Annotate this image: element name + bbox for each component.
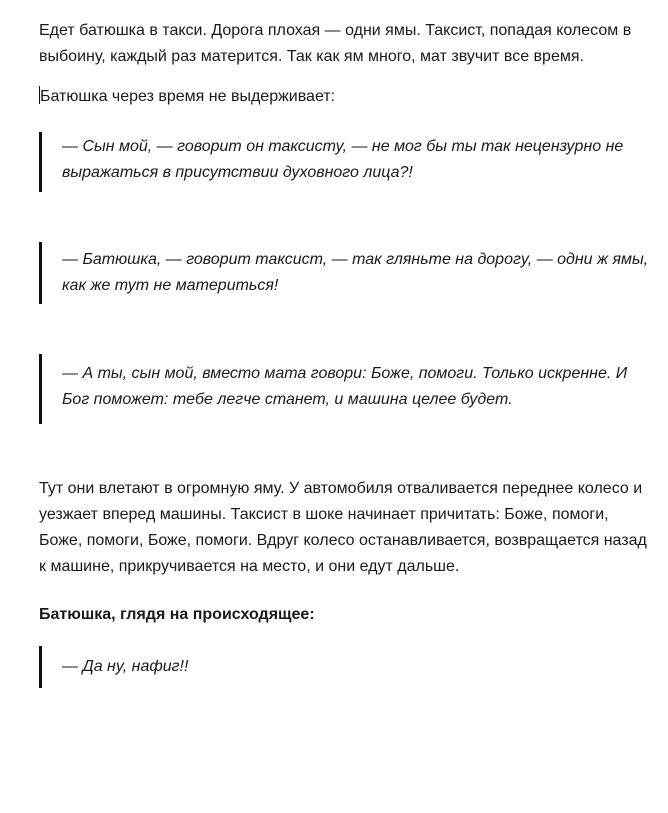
paragraph-priest-speaks-text: Батюшка через время не выдерживает:: [40, 88, 336, 105]
blockquote-priest-request: — Сын мой, — говорит он таксисту, — не мог бы ты так нецензурно не выражаться в присутствии духовного лица?!: [39, 132, 649, 192]
article-body: [39, 18, 649, 688]
paragraph-intro: Едет батюшка в такси. Дорога плохая — одни ямы. Таксист, попадая колесом в выбоину, каждый раз матерится. Так как ям много, мат звучит все время.: [39, 22, 632, 65]
paragraph-wheel-story: Тут они влетают в огромную яму. У автомобиля отваливается переднее колесо и уезжает вперед машины. Таксист в шоке начинает причитать: Боже, помоги, Боже, помоги, Боже, помоги. Вдруг колесо останавливается, возвращается назад к машине, прикручивается на место, и они едут дальше.: [39, 480, 647, 575]
paragraph-priest-reaction: Батюшка, глядя на происходящее:: [39, 606, 315, 623]
blockquote-priest-advice: — А ты, сын мой, вместо мата говори: Боже, помоги. Только искренне. И Бог поможет: тебе легче станет, и машина целее будет.: [39, 354, 649, 424]
paragraph-priest-speaks[interactable]: [39, 84, 649, 110]
blockquote-driver-reply: — Батюшка, — говорит таксист, — так гляньте на дорогу, — одни ж ямы, как же тут не материться!: [39, 242, 649, 304]
blockquote-punchline: — Да ну, нафиг!!: [39, 646, 649, 688]
